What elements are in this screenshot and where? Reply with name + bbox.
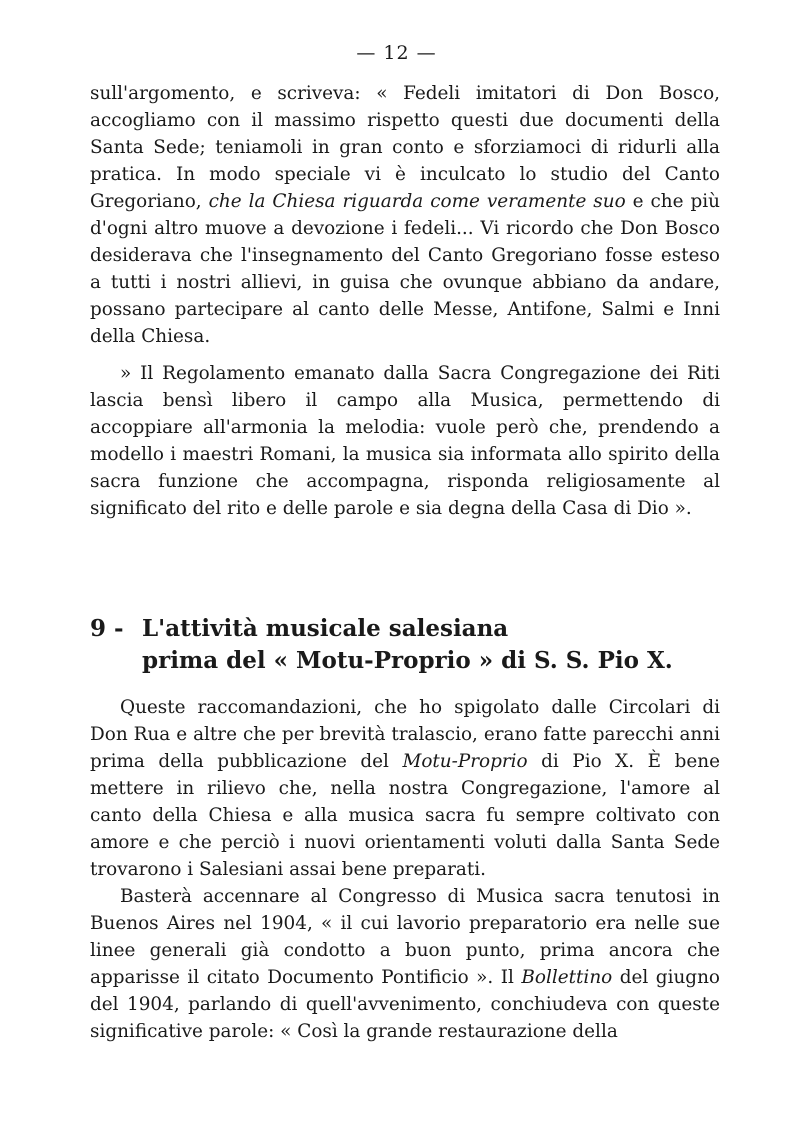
paragraph-text: e che più d'ogni altro muove a devozione i fedeli... Vi ricordo che Don Bosco desiderava che l'insegnamento del Canto Gregoriano fosse esteso a tutti i nostri allievi, in guisa che ovunque abbiano da andare, possano partecipare al canto delle Messe, Antifone, Salmi e Inni della Chiesa. — [90, 191, 720, 347]
paragraph-text: del giugno del 1904, parlando di quell'avvenimento, conchiudeva con queste significative parole: « Così la grande restaurazione della — [90, 967, 720, 1042]
paragraph-text: » Il Regolamento emanato dalla Sacra Congregazione dei Riti lascia bensì libero il campo alla Musica, permettendo di accoppiare all'armonia la melodia: vuole però che, prendendo a modello i maestri Romani, la musica sia informata allo spirito della sacra funzione che accompagna, risponda religiosamente al significato del rito e delle parole e sia degna della Casa di Dio ». — [90, 363, 720, 519]
section-title-line2: prima del « Motu-Proprio » di S. S. Pio X. — [142, 647, 673, 674]
paragraph-continuation — [90, 80, 720, 350]
section-heading — [90, 613, 730, 677]
page-number: — 12 — — [356, 42, 437, 64]
paragraph-text: Queste raccomandazioni, che ho spigolato dalle Circolari di Don Rua e altre che per brevità tralascio, erano fatte parecchi anni prima della pubblicazione del — [90, 697, 720, 772]
section-title-line1: L'attività musicale salesiana — [142, 615, 509, 642]
italic-title: Motu-Proprio — [402, 751, 528, 772]
paragraph-regolamento — [90, 360, 720, 522]
italic-quote: che la Chiesa riguarda come veramente suo — [208, 191, 626, 212]
italic-title: Bollettino — [521, 967, 613, 988]
paragraph-raccomandazioni — [90, 694, 720, 883]
paragraph-text: sull'argomento, e scriveva: « Fedeli imitatori di Don Bosco, accogliamo con il massimo rispetto questi due documenti della Santa Sede; teniamoli in gran conto e sforziamoci di ridurli alla pratica. In modo speciale vi è inculcato lo studio del Canto Gregoriano, — [90, 83, 720, 212]
paragraph-congresso — [90, 883, 720, 1045]
paragraph-text: Basterà accennare al Congresso di Musica sacra tenutosi in Buenos Aires nel 1904, « il cui lavorio preparatorio era nelle sue linee generali già condotto a buon punto, prima ancora che apparisse il citato Documento Pontificio ». Il — [90, 886, 720, 988]
paragraph-text: di Pio X. È bene mettere in rilievo che, nella nostra Congregazione, l'amore al canto della Chiesa e alla musica sacra fu sempre coltivato con amore e che perciò i nuovi orientamenti voluti dalla Santa Sede trovarono i Salesiani assai bene preparati. — [90, 751, 720, 880]
section-number: 9 - — [90, 615, 124, 642]
